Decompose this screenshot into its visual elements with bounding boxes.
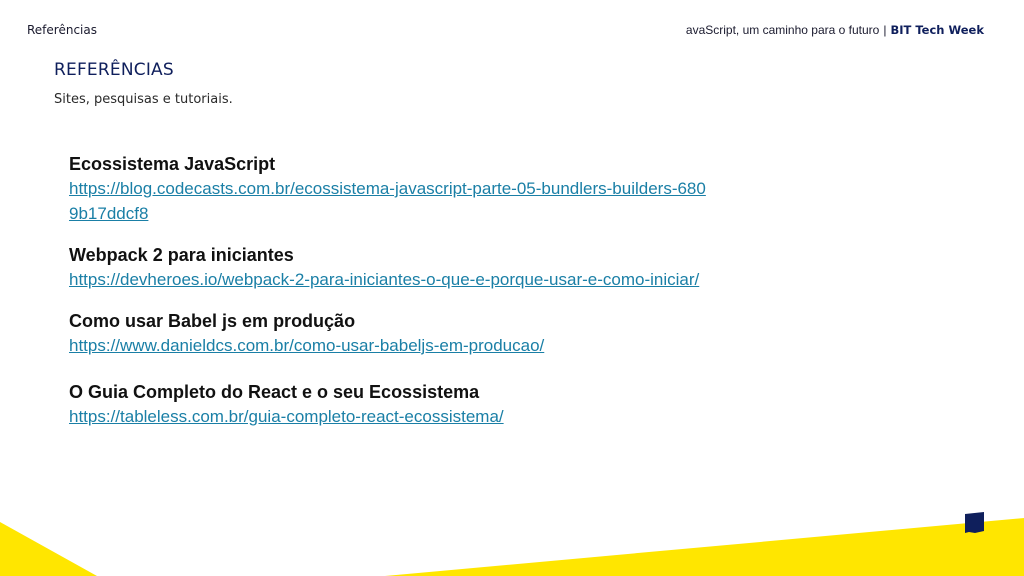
reference-title: Webpack 2 para iniciantes [69,245,294,265]
yellow-wedge-left [0,522,97,576]
reference-title: Ecossistema JavaScript [69,154,276,174]
reference-link[interactable]: https://blog.codecasts.com.br/ecossistema-javascript-parte-05-bundlers-builders-6809b17ddcf8 [69,179,706,223]
reference-link[interactable]: https://www.danieldcs.com.br/como-usar-babeljs-em-producao/ [69,336,545,355]
brand-name: BIT Tech Week [890,23,984,37]
page-subtitle: Sites, pesquisas e tutoriais. [54,92,233,107]
page-title: REFERÊNCIAS [54,60,174,80]
reference-link[interactable]: https://devheroes.io/webpack-2-para-iniciantes-o-que-e-porque-usar-e-como-iniciar/ [69,270,700,289]
course-title: avaScript, um caminho para o futuro [685,23,880,37]
brand-flag-icon [965,512,984,533]
reference-title: Como usar Babel js em produção [69,311,356,331]
reference-link[interactable]: https://tableless.com.br/guia-completo-react-ecossistema/ [69,407,504,426]
header-separator: | [883,23,887,37]
section-label: Referências [27,23,97,37]
yellow-band-right [385,518,1024,576]
reference-title: O Guia Completo do React e o seu Ecossistema [69,382,480,402]
